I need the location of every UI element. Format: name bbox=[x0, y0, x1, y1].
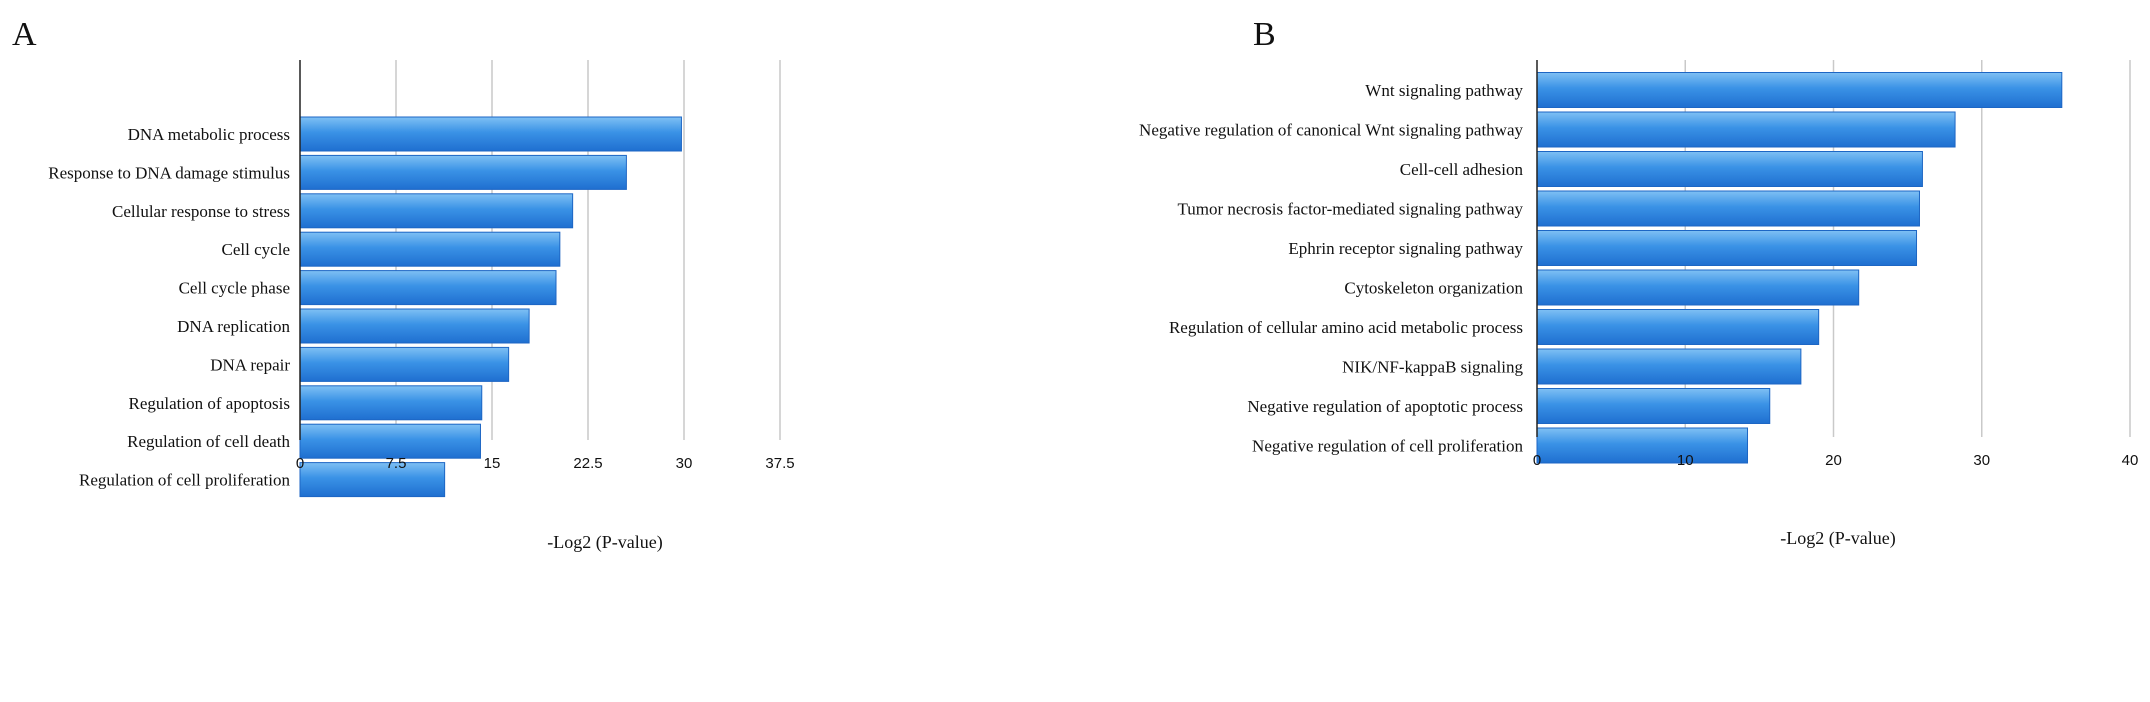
panel-b-letter: B bbox=[1253, 16, 1276, 53]
panel-a-category-label: DNA repair bbox=[210, 355, 290, 375]
panel-a-bar bbox=[300, 424, 480, 458]
panel-a-category-label: Regulation of cell proliferation bbox=[78, 470, 290, 490]
panel-b-bar bbox=[1537, 231, 1917, 266]
panel-a-category-label: Regulation of cell death bbox=[127, 432, 290, 452]
panel-b-category-label: Negative regulation of canonical Wnt signaling pathway bbox=[1139, 120, 1523, 140]
panel-a-x-tick-label: 37.5 bbox=[765, 455, 795, 472]
panel-b-bar bbox=[1537, 270, 1859, 305]
panel-a-bar bbox=[300, 463, 445, 497]
panel-b-x-tick-label: 20 bbox=[1825, 452, 1842, 469]
panel-a-x-tick-label: 0 bbox=[295, 455, 305, 472]
panel-b-x-tick-label: 40 bbox=[2121, 452, 2139, 469]
panel-b-x-tick-label: 30 bbox=[1973, 452, 1991, 469]
panel-a-x-tick-label: 22.5 bbox=[573, 455, 603, 472]
panel-b-x-axis-title: -Log2 (P-value) bbox=[1780, 528, 1896, 548]
panel-b-bar bbox=[1537, 112, 1955, 147]
panel-a-category-label: Cell cycle bbox=[221, 240, 290, 260]
panel-a-letter: A bbox=[12, 16, 37, 53]
panel-b-category-label: NIK/NF-kappaB signaling bbox=[1342, 357, 1523, 377]
panel-a-bar bbox=[300, 117, 681, 151]
chart-panel-a bbox=[12, 16, 795, 553]
panel-b-x-tick-label: 10 bbox=[1676, 452, 1694, 469]
panel-b-category-label: Tumor necrosis factor-mediated signaling pathway bbox=[1177, 199, 1523, 219]
panel-a-bar bbox=[300, 155, 626, 189]
panel-a-x-tick-label: 30 bbox=[675, 455, 693, 472]
panel-b-category-label: Cytoskeleton organization bbox=[1344, 278, 1523, 298]
panel-a-bar bbox=[300, 232, 560, 266]
panel-a-category-label: Cellular response to stress bbox=[112, 201, 290, 221]
panel-a-category-label: Regulation of apoptosis bbox=[128, 393, 290, 413]
panel-b-bar bbox=[1537, 152, 1922, 187]
panel-a-category-label: Response to DNA damage stimulus bbox=[48, 163, 290, 183]
panel-b-bar bbox=[1537, 428, 1748, 463]
panel-a-bar bbox=[300, 271, 556, 305]
panel-b-category-label: Ephrin receptor signaling pathway bbox=[1288, 239, 1523, 258]
panel-a-category-label: DNA replication bbox=[177, 317, 290, 336]
panel-a-x-tick-label: 7.5 bbox=[385, 455, 407, 472]
panel-a-x-axis-title: -Log2 (P-value) bbox=[547, 532, 663, 552]
panel-a-category-label: Cell cycle phase bbox=[178, 278, 290, 298]
panel-a-category-label: DNA metabolic process bbox=[127, 125, 290, 144]
panel-b-category-label: Cell-cell adhesion bbox=[1399, 160, 1523, 179]
panel-b-category-label: Regulation of cellular amino acid metabolic process bbox=[1168, 318, 1523, 337]
panel-b-bar bbox=[1537, 191, 1919, 226]
chart-panel-b bbox=[1139, 16, 2138, 549]
panel-b-x-tick-label: 0 bbox=[1532, 452, 1542, 469]
panel-b-bar bbox=[1537, 73, 2062, 108]
panel-a-x-tick-label: 15 bbox=[483, 455, 501, 472]
panel-b-category-label: Wnt signaling pathway bbox=[1365, 81, 1523, 100]
panel-b-category-label: Negative regulation of cell proliferation bbox=[1252, 436, 1523, 456]
panel-b-bar bbox=[1537, 349, 1801, 384]
panel-a-bar bbox=[300, 347, 509, 381]
panel-a-bar bbox=[300, 386, 482, 420]
panel-a-bar bbox=[300, 194, 573, 228]
panel-b-category-label: Negative regulation of apoptotic process bbox=[1247, 397, 1523, 416]
panel-a-bar bbox=[300, 309, 529, 343]
panel-b-bar bbox=[1537, 310, 1819, 345]
panel-b-bar bbox=[1537, 389, 1770, 424]
